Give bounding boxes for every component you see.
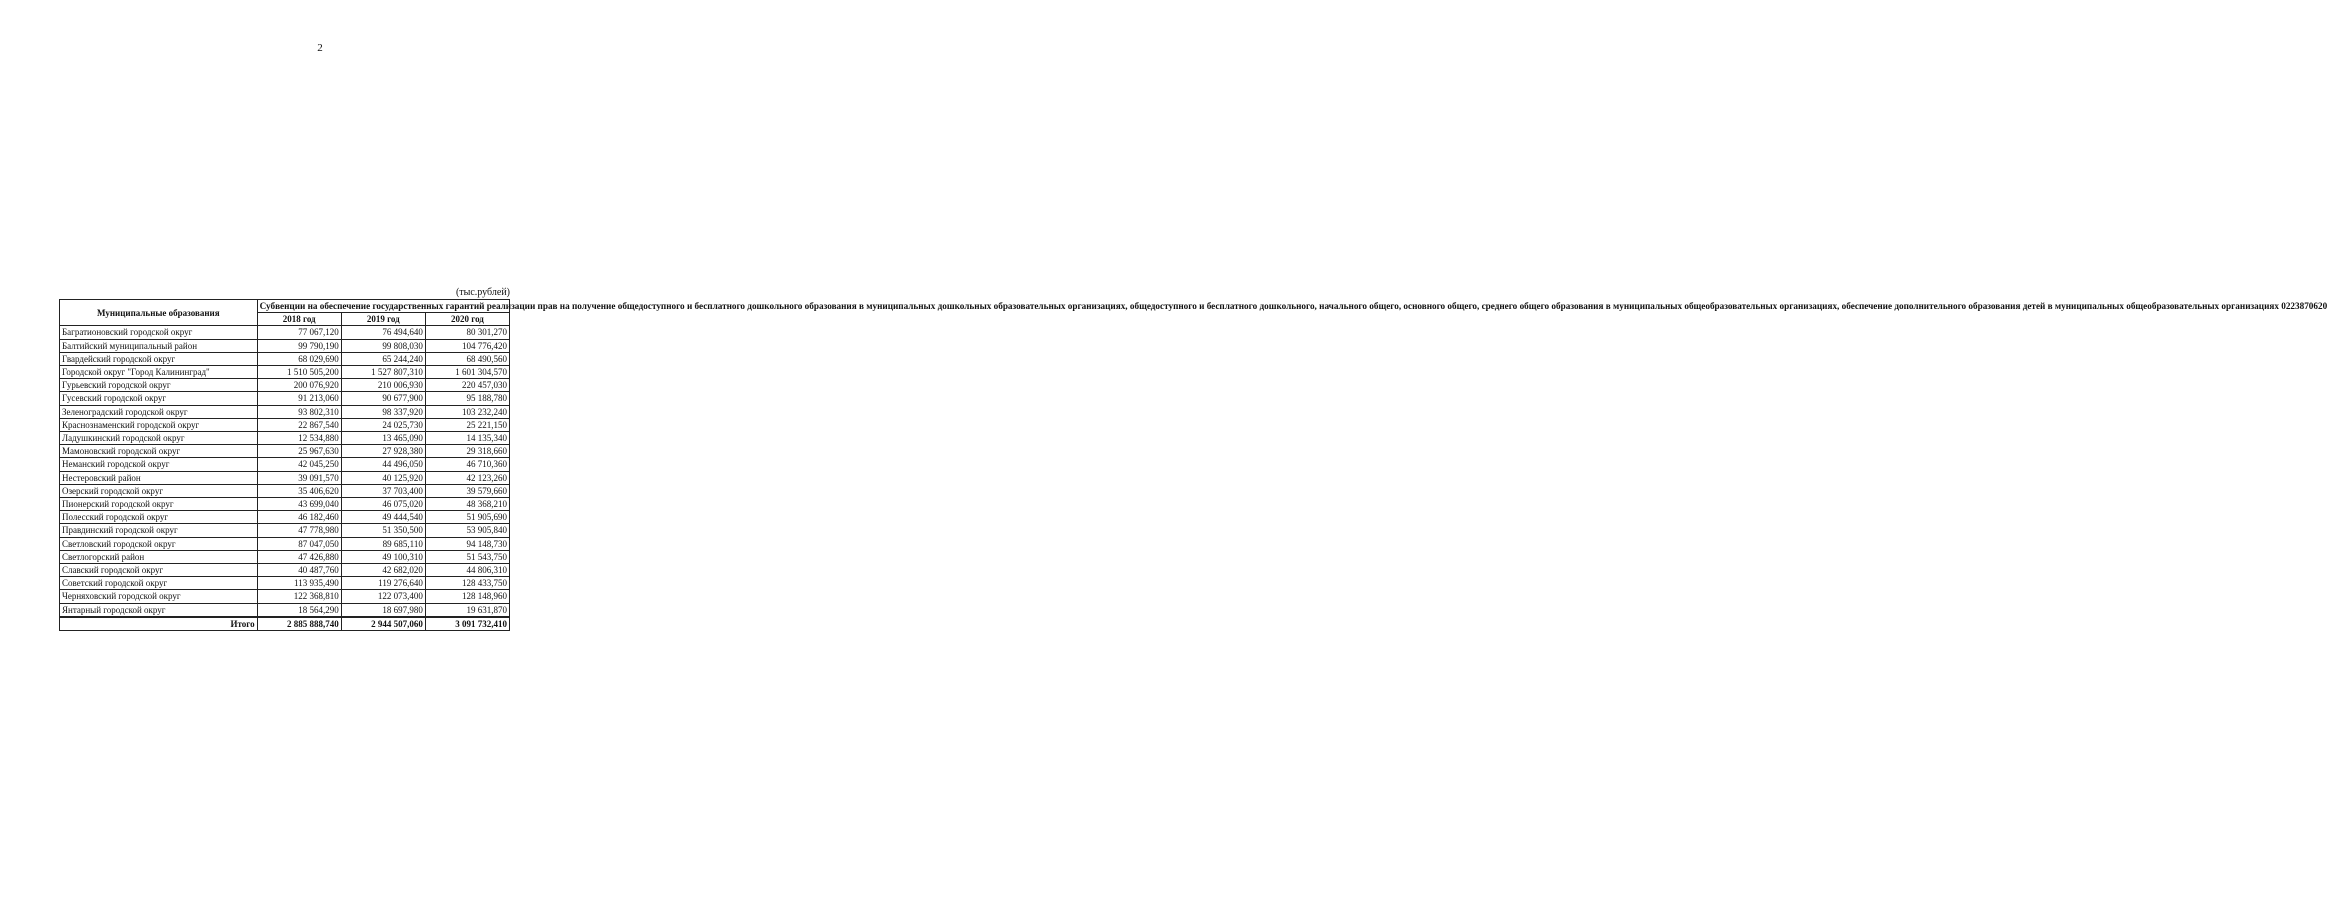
subsidy-value: 128 148,960 <box>425 590 509 603</box>
municipality-name: Багратионовский городской округ <box>60 326 258 339</box>
subsidy-value: 51 350,500 <box>341 524 425 537</box>
subsidy-value: 47 426,880 <box>257 550 341 563</box>
subsidy-value: 24 025,730 <box>341 418 425 431</box>
subsidy-value: 104 776,420 <box>425 339 509 352</box>
subsidy-value: 44 806,310 <box>425 564 509 577</box>
table-row <box>60 511 510 524</box>
table-row <box>60 590 510 603</box>
municipality-name: Полесский городской округ <box>60 511 258 524</box>
municipality-name: Светлогорский район <box>60 550 258 563</box>
subsidy-value: 25 967,630 <box>257 445 341 458</box>
subsidy-value: 119 276,640 <box>341 577 425 590</box>
subsidy-value: 77 067,120 <box>257 326 341 339</box>
subsidy-value: 99 790,190 <box>257 339 341 352</box>
table-row <box>60 352 510 365</box>
table-row <box>60 458 510 471</box>
total-value: 2 885 888,740 <box>257 617 341 631</box>
table-row <box>60 471 510 484</box>
subsidy-value: 1 601 304,570 <box>425 366 509 379</box>
subsidy-value: 42 045,250 <box>257 458 341 471</box>
subsidy-value: 49 444,540 <box>341 511 425 524</box>
subsidy-value: 19 631,870 <box>425 603 509 617</box>
subsidy-value: 98 337,920 <box>341 405 425 418</box>
municipalities-header: Муниципальные образования <box>60 300 258 326</box>
subsidy-value: 128 433,750 <box>425 577 509 590</box>
table-row <box>60 392 510 405</box>
table-row <box>60 577 510 590</box>
subsidy-value: 46 182,460 <box>257 511 341 524</box>
subsidy-value: 14 135,340 <box>425 432 509 445</box>
units-label: (тыс.рублей) <box>455 287 510 298</box>
municipality-name: Нестеровский район <box>60 471 258 484</box>
subsidy-value: 42 123,260 <box>425 471 509 484</box>
table-row <box>60 445 510 458</box>
subsidy-value: 1 527 807,310 <box>341 366 425 379</box>
subsidy-value: 200 076,920 <box>257 379 341 392</box>
subsidy-value: 80 301,270 <box>425 326 509 339</box>
subsidy-value: 76 494,640 <box>341 326 425 339</box>
municipality-name: Советский городской округ <box>60 577 258 590</box>
municipality-name: Мамоновский городской округ <box>60 445 258 458</box>
subsidy-value: 93 802,310 <box>257 405 341 418</box>
subsidy-value: 27 928,380 <box>341 445 425 458</box>
municipality-name: Гурьевский городской округ <box>60 379 258 392</box>
subsidy-value: 43 699,040 <box>257 498 341 511</box>
subsidy-value: 39 579,660 <box>425 484 509 497</box>
subsidy-value: 49 100,310 <box>341 550 425 563</box>
subsidy-value: 99 808,030 <box>341 339 425 352</box>
subsidy-value: 220 457,030 <box>425 379 509 392</box>
municipality-name: Ладушкинский городской округ <box>60 432 258 445</box>
subsidy-value: 39 091,570 <box>257 471 341 484</box>
subsidy-value: 46 710,360 <box>425 458 509 471</box>
municipality-name: Озерский городской округ <box>60 484 258 497</box>
subsidy-value: 113 935,490 <box>257 577 341 590</box>
municipality-name: Славский городской округ <box>60 564 258 577</box>
page-number: 2 <box>317 42 323 54</box>
subsidy-value: 18 564,290 <box>257 603 341 617</box>
subsidy-value: 40 487,760 <box>257 564 341 577</box>
subsidy-value: 42 682,020 <box>341 564 425 577</box>
municipality-name: Балтийский муниципальный район <box>60 339 258 352</box>
subsidy-value: 210 006,930 <box>341 379 425 392</box>
subsidy-value: 68 490,560 <box>425 352 509 365</box>
subsidy-value: 47 778,980 <box>257 524 341 537</box>
subsidy-value: 122 368,810 <box>257 590 341 603</box>
total-row <box>60 617 510 631</box>
table-row <box>60 379 510 392</box>
municipality-name: Пионерский городской округ <box>60 498 258 511</box>
subsidy-value: 90 677,900 <box>341 392 425 405</box>
table-row <box>60 603 510 617</box>
total-value: 2 944 507,060 <box>341 617 425 631</box>
municipality-name: Светловский городской округ <box>60 537 258 550</box>
table-row <box>60 564 510 577</box>
subsidy-description-header: Субвенции на обеспечение государственных гарантий реализации прав на получение общедоступного и бесплатного дошкольного образования в муниципальных дошкольных образовательных организациях, общедоступного и бесплатного дошкольного, начального общего, основного общего, среднего общего образования в муниципальных общеобразовательных организациях, обеспечение дополнительного образования детей в муниципальных общеобразовательных организациях 0223870620 <box>257 300 509 313</box>
subsidy-value: 18 697,980 <box>341 603 425 617</box>
table-row <box>60 418 510 431</box>
subsidy-value: 22 867,540 <box>257 418 341 431</box>
subsidy-value: 13 465,090 <box>341 432 425 445</box>
municipality-name: Зеленоградский городской округ <box>60 405 258 418</box>
subsidy-value: 91 213,060 <box>257 392 341 405</box>
municipality-name: Гусевский городской округ <box>60 392 258 405</box>
table-row <box>60 498 510 511</box>
municipality-name: Гвардейский городской округ <box>60 352 258 365</box>
table-row <box>60 432 510 445</box>
table-row <box>60 326 510 339</box>
subsidy-value: 68 029,690 <box>257 352 341 365</box>
subsidy-value: 51 905,690 <box>425 511 509 524</box>
subsidy-value: 89 685,110 <box>341 537 425 550</box>
municipality-name: Черняховский городской округ <box>60 590 258 603</box>
table-row <box>60 537 510 550</box>
subsidy-value: 87 047,050 <box>257 537 341 550</box>
subsidy-value: 1 510 505,200 <box>257 366 341 379</box>
table-row <box>60 484 510 497</box>
subsidy-value: 53 905,840 <box>425 524 509 537</box>
subsidy-value: 35 406,620 <box>257 484 341 497</box>
table-row <box>60 366 510 379</box>
total-label: Итого <box>60 617 258 631</box>
subsidy-value: 65 244,240 <box>341 352 425 365</box>
municipality-name: Правдинский городской округ <box>60 524 258 537</box>
table-row <box>60 550 510 563</box>
subsidy-value: 51 543,750 <box>425 550 509 563</box>
subsidy-value: 44 496,050 <box>341 458 425 471</box>
table-row <box>60 339 510 352</box>
table-row <box>60 405 510 418</box>
municipality-name: Краснознаменский городской округ <box>60 418 258 431</box>
subsidy-value: 122 073,400 <box>341 590 425 603</box>
subsidy-value: 103 232,240 <box>425 405 509 418</box>
municipality-name: Городской округ "Город Калининград" <box>60 366 258 379</box>
subsidy-value: 94 148,730 <box>425 537 509 550</box>
year-header: 2018 год <box>257 313 341 326</box>
subsidy-value: 95 188,780 <box>425 392 509 405</box>
subsidy-value: 12 534,880 <box>257 432 341 445</box>
year-header: 2020 год <box>425 313 509 326</box>
subsidy-value: 48 368,210 <box>425 498 509 511</box>
subsidy-value: 37 703,400 <box>341 484 425 497</box>
municipality-name: Неманский городской округ <box>60 458 258 471</box>
subsidy-value: 40 125,920 <box>341 471 425 484</box>
total-value: 3 091 732,410 <box>425 617 509 631</box>
table-row <box>60 524 510 537</box>
subsidy-value: 46 075,020 <box>341 498 425 511</box>
municipality-name: Янтарный городской округ <box>60 603 258 617</box>
year-header: 2019 год <box>341 313 425 326</box>
subsidy-table <box>59 299 2327 631</box>
subsidy-value: 25 221,150 <box>425 418 509 431</box>
subsidy-value: 29 318,660 <box>425 445 509 458</box>
